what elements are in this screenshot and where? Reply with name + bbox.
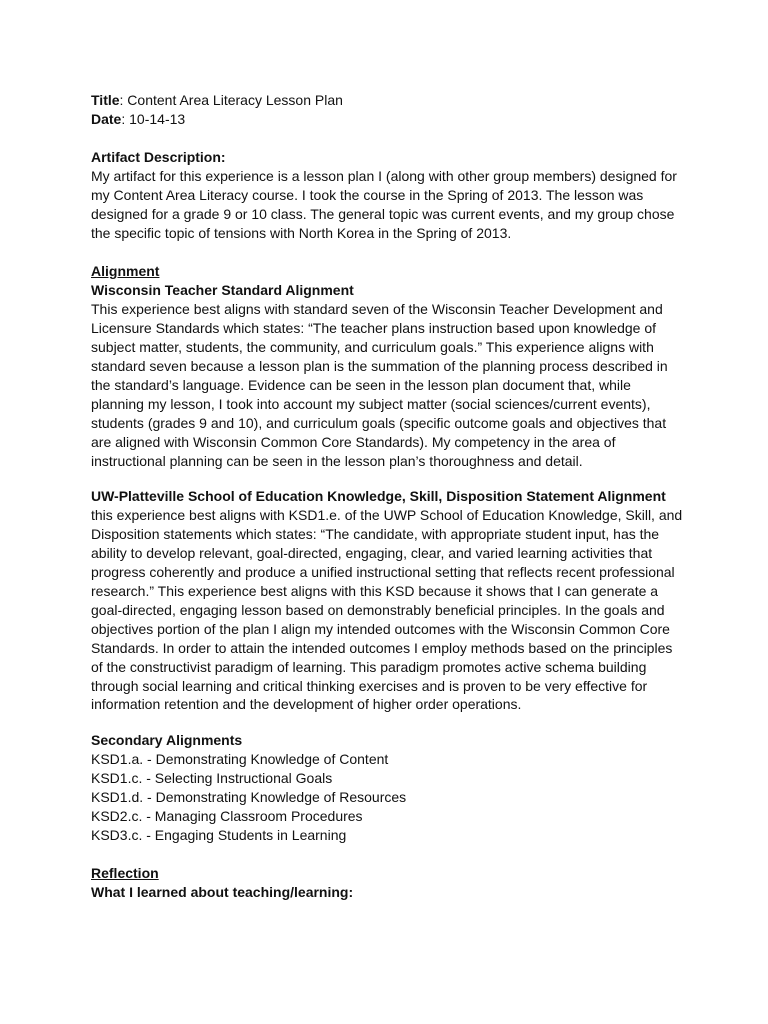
alignment-heading: Alignment bbox=[91, 263, 160, 279]
uwp-paragraph-line: Disposition statements which states: “The candidate, with appropriate student input, has the bbox=[91, 526, 660, 542]
wisconsin-paragraph-line: students (grades 9 and 10), and curriculum goals (specific outcome goals and objectives that bbox=[91, 415, 667, 431]
secondary-alignment-item: KSD3.c. - Engaging Students in Learning bbox=[91, 827, 347, 843]
title-line bbox=[91, 91, 343, 110]
wisconsin-paragraph-line: instructional planning can be seen in the lesson plan’s thoroughness and detail. bbox=[91, 453, 583, 469]
date-label: Date bbox=[91, 111, 122, 127]
wisconsin-paragraph-line: This experience best aligns with standard seven of the Wisconsin Teacher Development and bbox=[91, 301, 663, 317]
uwp-paragraph-line: Standards. In order to attain the intended outcomes I employ methods based on the principles bbox=[91, 640, 673, 656]
wisconsin-paragraph-line: are aligned with Wisconsin Common Core Standards). My competency in the area of bbox=[91, 434, 616, 450]
secondary-alignments-heading: Secondary Alignments bbox=[91, 732, 243, 748]
uwp-heading: UW-Platteville School of Education Knowledge, Skill, Disposition Statement Alignment bbox=[91, 488, 666, 504]
uwp-paragraph-line: objectives portion of the plan I align my intended outcomes with the Wisconsin Common Core bbox=[91, 621, 670, 637]
artifact-paragraph-line: the specific topic of tensions with North Korea in the Spring of 2013. bbox=[91, 225, 512, 241]
artifact-paragraph-line: my Content Area Literacy course. I took the course in the Spring of 2013. The lesson was bbox=[91, 187, 644, 203]
artifact-heading: Artifact Description: bbox=[91, 149, 226, 165]
reflection-subheading: What I learned about teaching/learning: bbox=[91, 884, 354, 900]
uwp-paragraph-line: research.” This experience best aligns with this KSD because it shows that I can generate a bbox=[91, 583, 659, 599]
uwp-paragraph-line: ability to develop relevant, goal-directed, engaging, clear, and varied learning activities that bbox=[91, 545, 653, 561]
wisconsin-paragraph-line: standard seven because a lesson plan is the summation of the planning process described in bbox=[91, 358, 668, 374]
artifact-paragraph-line: My artifact for this experience is a lesson plan I (along with other group members) designed for bbox=[91, 168, 677, 184]
uwp-paragraph-line: through social learning and critical thinking exercises and is proven to be very effective for bbox=[91, 678, 648, 694]
uwp-paragraph-line: this experience best aligns with KSD1.e. of the UWP School of Education Knowledge, Skill, and bbox=[91, 507, 683, 523]
wisconsin-heading: Wisconsin Teacher Standard Alignment bbox=[91, 282, 354, 298]
reflection-heading: Reflection bbox=[91, 865, 159, 881]
uwp-paragraph-line: of the constructivist paradigm of learning. This paradigm promotes active schema building bbox=[91, 659, 647, 675]
secondary-alignment-item: KSD1.d. - Demonstrating Knowledge of Resources bbox=[91, 789, 407, 805]
title-value: : Content Area Literacy Lesson Plan bbox=[119, 92, 343, 108]
secondary-alignment-item: KSD1.c. - Selecting Instructional Goals bbox=[91, 770, 333, 786]
uwp-paragraph-line: goal-directed, engaging lesson based on demonstrably beneficial principles. In the goals and bbox=[91, 602, 665, 618]
wisconsin-paragraph-line: planning my lesson, I took into account my subject matter (social sciences/current events), bbox=[91, 396, 651, 412]
title-label: Title bbox=[91, 92, 120, 108]
wisconsin-paragraph-line: subject matter, students, the community, and curriculum goals.” This experience aligns with bbox=[91, 339, 654, 355]
uwp-paragraph-line: progress coherently and produce a unified instructional setting that reflects recent professional bbox=[91, 564, 675, 580]
wisconsin-paragraph-line: the standard’s language. Evidence can be seen in the lesson plan document that, while bbox=[91, 377, 631, 393]
date-line bbox=[91, 110, 185, 129]
artifact-paragraph-line: designed for a grade 9 or 10 class. The general topic was current events, and my group chose bbox=[91, 206, 675, 222]
wisconsin-paragraph-line: Licensure Standards which states: “The teacher plans instruction based upon knowledge of bbox=[91, 320, 657, 336]
secondary-alignment-item: KSD2.c. - Managing Classroom Procedures bbox=[91, 808, 363, 824]
uwp-paragraph-line: information retention and the development of higher order operations. bbox=[91, 696, 522, 712]
secondary-alignment-item: KSD1.a. - Demonstrating Knowledge of Content bbox=[91, 751, 389, 767]
date-value: : 10-14-13 bbox=[121, 111, 186, 127]
